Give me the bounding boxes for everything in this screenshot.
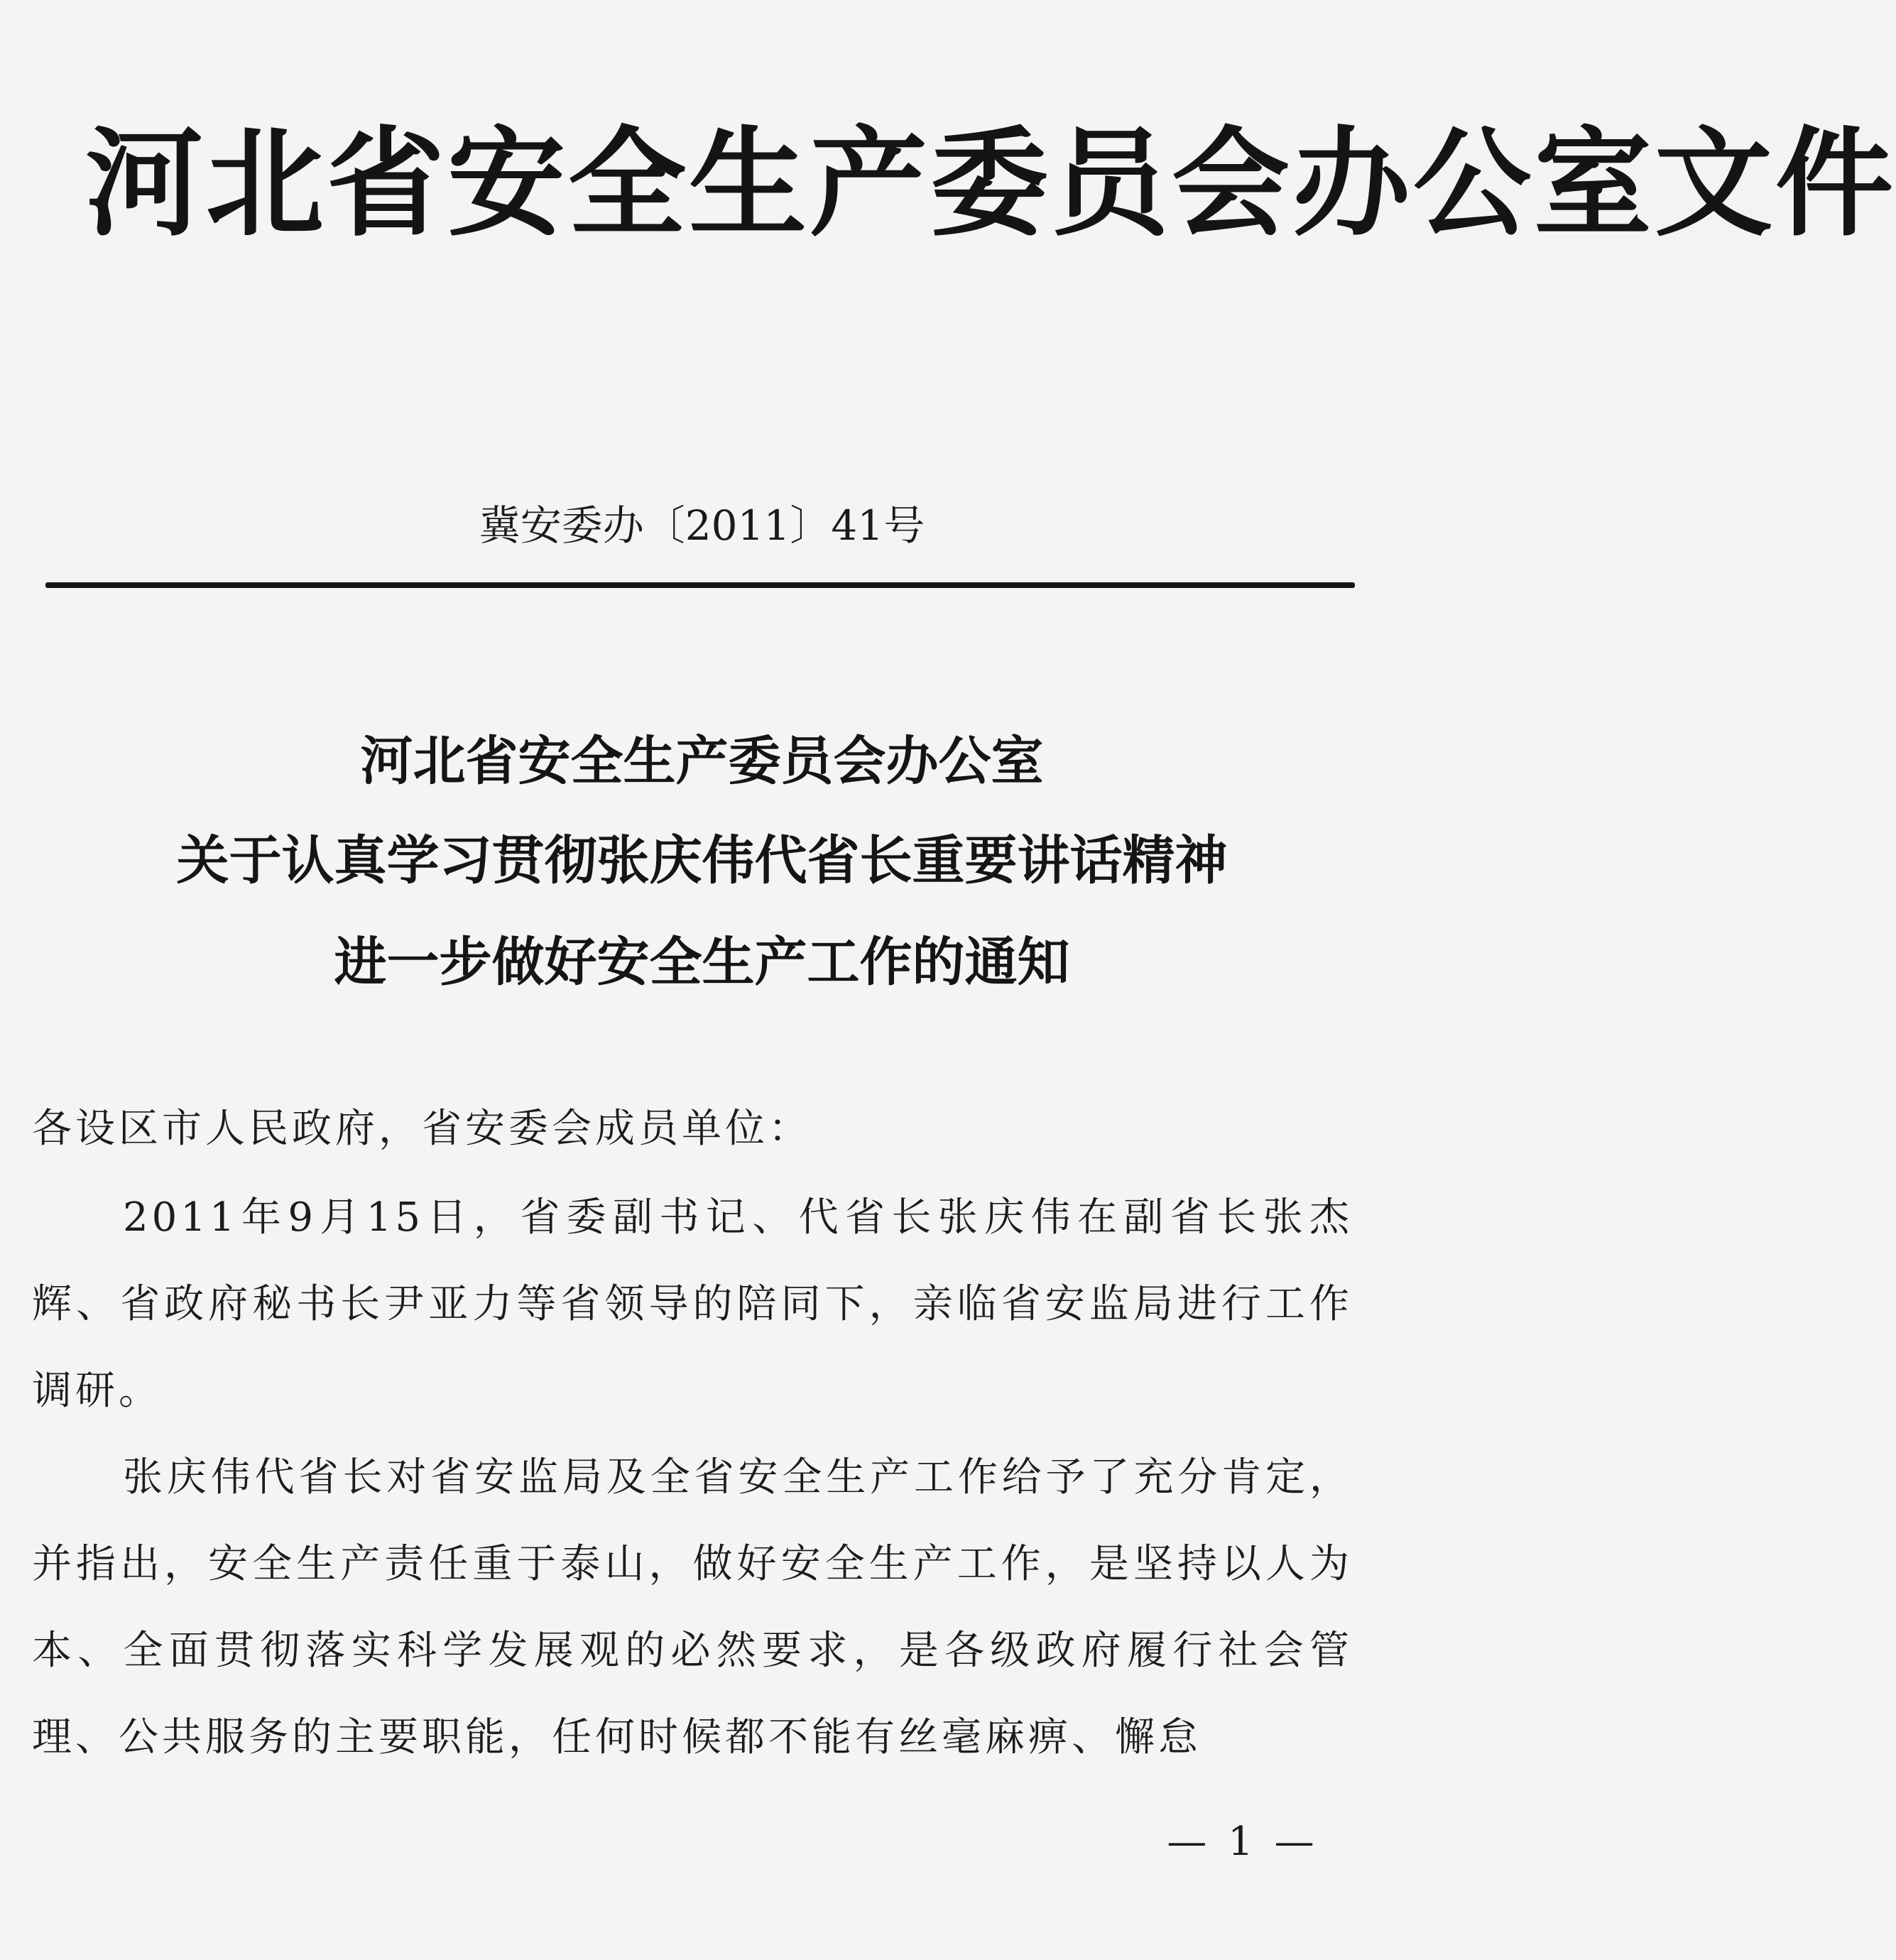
page-number: — 1 — [1167,1819,1319,1865]
notice-title-line-1: 河北省安全生产委员会办公室 [360,731,1044,792]
document-header-title: 河北省安全生产委员会办公室文件 [85,116,1896,253]
body-paragraph-2: 张庆伟代省长对省安监局及全省安全生产工作给予了充分肯定，并指出，安全生产责任重于泰山，做好安全生产工作，是坚持以人为本、全面贯彻落实科学发展观的必然要求，是各级政府履行社会管理、公共服务的主要职能，任何时候都不能有丝毫麻痹、懈怠 [32,1454,1353,1760]
document-number: 冀安委办〔2011〕41号 [479,501,925,550]
notice-title-line-2: 关于认真学习贯彻张庆伟代省长重要讲话精神 [176,830,1228,891]
body-paragraph-1: 2011年9月15日，省委副书记、代省长张庆伟在副省长张杰辉、省政府秘书长尹亚力等省领导的陪同下，亲临省安监局进行工作调研。 [32,1194,1353,1414]
addressee-line: 各设区市人民政府，省安委会成员单位： [32,1106,812,1152]
notice-title-line-3: 进一步做好安全生产工作的通知 [334,932,1070,993]
header-divider [45,582,1355,588]
